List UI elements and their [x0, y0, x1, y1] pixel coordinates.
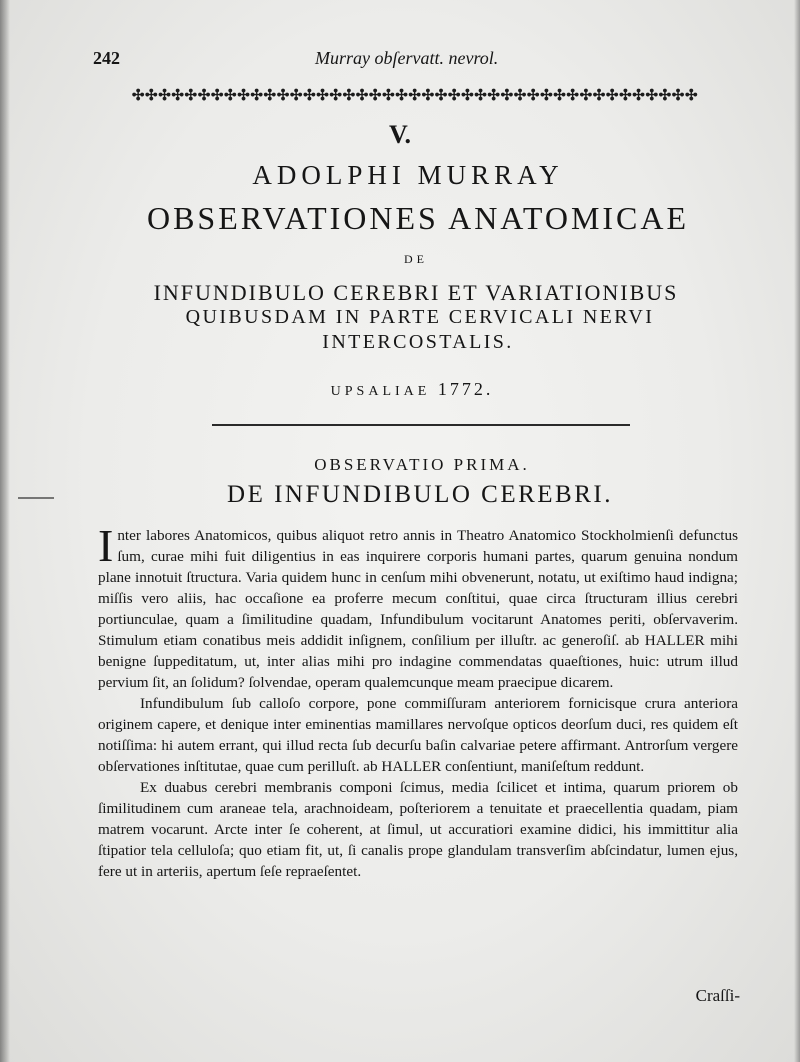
section-title: DE INFUNDIBULO CEREBRI. — [227, 481, 613, 508]
title-connector: DE — [404, 252, 428, 266]
imprint-place: UPSALIAE — [330, 384, 431, 399]
horizontal-rule — [212, 424, 630, 426]
catchword: Craſſi- — [695, 986, 740, 1005]
subtitle-line-2: QUIBUSDAM IN PARTE CERVICALI NERVI — [185, 306, 655, 328]
paragraph-3: Ex duabus cerebri membranis componi ſcimus, media ſcilicet et intima, quarum priorem ob ſimilitudinem cum araneae tela, arachnoideam, poſteriorem a tenuitate et praecellentia quadam, piam matrem vocarunt. Arcte inter ſe coherent, at ſimul, ut accuratiori examine didici, his immittitur alia ſtipatior tela celluloſa; quo etiam fit, ut, ſi canalis prope glandulam transverſim abſcindatur, lumen ejus, fere ut in arteriis, apertum ſeſe repraeſentet. — [98, 779, 738, 880]
page-number: 242 — [93, 48, 120, 68]
imprint-year: 1772. — [437, 379, 494, 399]
body-text — [98, 520, 738, 882]
paragraph-2: Infundibulum ſub calloſo corpore, pone commiſſuram anteriorem fornicisque crura anteriora originem capere, et denique inter eminentias mamillares nervoſque opticos deorſum duci, res quidem eſt notiſſima: hi autem errant, qui illud recta ſub decurſu baſin calvariae petere affirmant. Antrorſum vergere obſervationes inſtitutae, quae cum perilluſt. ab HALLER conſentiunt, maniſeſtum reddunt. — [98, 695, 738, 775]
author-name: ADOLPHI MURRAY — [252, 160, 564, 190]
section-heading: OBSERVATIO PRIMA. — [314, 455, 530, 474]
ornamental-border: ✣✣✣✣✣✣✣✣✣✣✣✣✣✣✣✣✣✣✣✣✣✣✣✣✣✣✣✣✣✣✣✣✣✣✣✣✣✣✣✣✣✣✣ — [131, 88, 699, 104]
paragraph-1 — [98, 520, 738, 693]
section-number: V. — [389, 120, 411, 149]
work-title: OBSERVATIONES ANATOMICAE — [146, 200, 690, 236]
subtitle-line-3: INTERCOSTALIS. — [322, 331, 514, 353]
drop-cap: I — [98, 520, 114, 571]
subtitle-line-1: INFUNDIBULO CEREBRI ET VARIATIONIBUS — [153, 280, 679, 305]
paragraph-1-text: nter labores Anatomicos, quibus aliquot retro annis in Theatro Anatomico Stockholmienſi defunctus ſum, curae mihi fuit diligentius in eas inquirere corporis humani partes, quarum genuina nondum plane innotuit ſtructura. Varia quidem hunc in cenſum mihi obvenerunt, notatu, ut exiſtimo haud indigna; miſſis vero aliis, hac occaſione ea proferre mecum conſtitui, quae circa ſtructuram illius cerebri portiunculae, quam a ſimilitudine quadam, Infundibulum vocitarunt Anatomes periti, obſervaverim. Stimulum etiam conatibus meis addidit inſignem, conſilium per illuſtr. ac generoſiſ. ab HALLER mihi benigne ſuppeditatum, ut, inter alias mihi pro indagine commendatas quaeſtiones, huic: utrum illud pervium ſit, an ſolidum? ſolvendae, operam qualemcunque meam praecipue dicarem. — [98, 527, 738, 691]
running-head — [93, 48, 733, 72]
imprint-line — [12, 379, 800, 400]
running-title: Murray obſervatt. nevrol. — [315, 48, 499, 68]
